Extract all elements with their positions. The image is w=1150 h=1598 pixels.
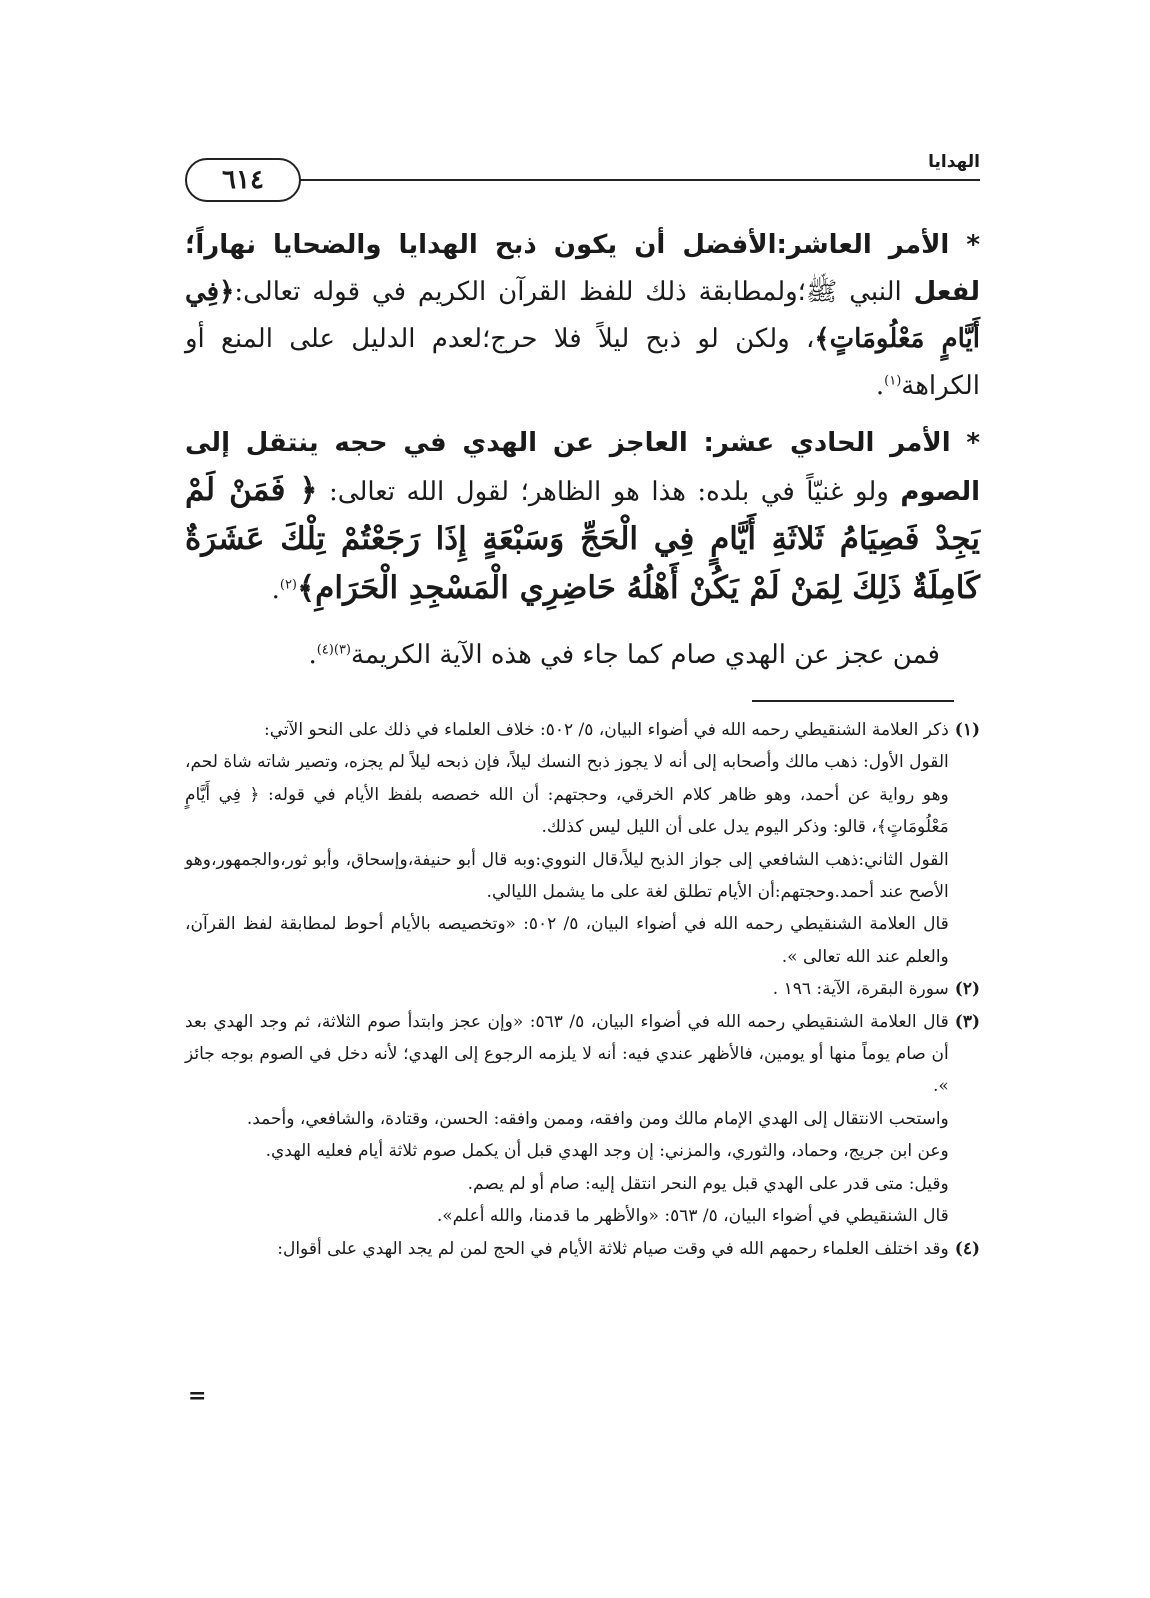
- footnote-number: (٤): [954, 1238, 980, 1259]
- paragraph-end: .: [875, 371, 885, 401]
- paragraph-text: النبي ﷺ؛ولمطابقة ذلك للفظ القرآن الكريم في قوله تعالى:: [234, 277, 902, 307]
- paragraph-text: ، ولكن لو ذبح ليلاً فلا حرج؛لعدم الدليل على المنع أو الكراهة: [185, 324, 980, 401]
- paragraph-tenth-matter: [185, 222, 980, 410]
- footnote-line: القول الأول: ذهب مالك وأصحابه إلى أنه لا يجوز ذبح النسك ليلاً، فإن ذبحه ليلاً لم يجزه، وتصير شاته شاة لحم، وهو رواية عن أحمد، وهو ظاهر كلام الخرقي، وحجتهم: أن الله خصصه بلفظ الأيام في قوله: ﴿ فِي أَيَّامٍ مَعْلُومَاتٍ﴾، قالو: وذكر اليوم يدل على أن الليل ليس كذلك.: [185, 752, 949, 838]
- running-title: الهدايا: [922, 152, 980, 172]
- closing-end: .: [308, 640, 317, 670]
- page-number: ٦١٤: [185, 158, 301, 202]
- footnote-line: وقد اختلف العلماء رحمهم الله في وقت صيام ثلاثة الأيام في الحج لمن لم يجد الهدي على أقوال:: [277, 1238, 949, 1259]
- footnote-line: وعن ابن جريج، وحماد، والثوري، والمزني: إن وجد الهدي قبل أن يكمل صوم ثلاثة أيام فعليه الهدي.: [265, 1141, 949, 1162]
- footnote-line: ذكر العلامة الشنقيطي رحمه الله في أضواء البيان، ٥/ ٥٠٢: خلاف العلماء في ذلك على النحو الآتي:: [264, 720, 949, 740]
- closing-text: فمن عجز عن الهدي صام كما جاء في هذه الآية الكريمة: [351, 640, 940, 670]
- footnote-ref: (١): [884, 373, 902, 389]
- quran-verse: ﴿فِي أَيَّامٍ مَعْلُومَاتٍ﴾: [185, 277, 980, 354]
- quran-verse: ﴿ فَمَنْ لَمْ يَجِدْ فَصِيَامُ ثَلاثَةِ أَيَّامٍ فِي الْحَجِّ وَسَبْعَةٍ إِذَا رَجَعْتُمْ تِلْكَ عَشَرَةٌ كَامِلَةٌ ذَلِكَ لِمَنْ لَمْ يَكُنْ أَهْلُهُ حَاضِرِي الْمَسْجِدِ الْحَرَامِ﴾: [185, 472, 980, 606]
- footnote-line: قال العلامة الشنقيطي رحمه الله في أضواء البيان، ٥/ ٥٠٢: «وتخصيصه بالأيام أحوط لمطابقة لفظ القرآن، والعلم عند الله تعالى ».: [185, 914, 949, 967]
- footnote-4: [185, 1233, 980, 1265]
- main-text: [185, 222, 980, 679]
- paragraph-lead: * الأمر العاشر:الأفضل أن يكون ذبح الهدايا والضحايا نهاراً؛لفعل: [185, 230, 981, 307]
- continuation-mark: =: [188, 1383, 207, 1409]
- footnote-ref: (٢): [279, 577, 297, 593]
- footnote-number: (٢): [954, 979, 980, 1000]
- paragraph-text: ولو غنيّاً في بلده: هذا هو الظاهر؛ لقول الله تعالى:: [317, 477, 889, 507]
- paragraph-eleventh-matter: [185, 420, 980, 614]
- footnote-3: [185, 1006, 980, 1233]
- footnote-line: قال العلامة الشنقيطي رحمه الله في أضواء البيان، ٥/ ٥٦٣: «وإن عجز وابتدأ صوم الثلاثة، ثم وجد الهدي بعد أن صام يوماً منها أو يومين، فالأظهر عندي فيه: أنه لا يلزمه الرجوع إلى الهدي؛ لأنه دخل في الصوم بوجه جائز ».: [185, 1011, 949, 1097]
- footnote-line: وقيل: متى قدر على الهدي قبل يوم النحر انتقل إليه: صام أو لم يصم.: [467, 1173, 949, 1194]
- paragraph-lead: * الأمر الحادي عشر: العاجز عن الهدي في حجه ينتقل إلى الصوم: [185, 428, 980, 507]
- footnote-ref: (٣)(٤): [316, 642, 351, 658]
- footnote-number: (١): [954, 720, 980, 740]
- header-rule: [185, 179, 980, 181]
- footnotes: [185, 714, 980, 1265]
- footnote-line: قال الشنقيطي في أضواء البيان، ٥/ ٥٦٣: «والأظهر ما قدمنا، والله أعلم».: [436, 1206, 949, 1227]
- footnote-2: [185, 973, 980, 1005]
- page-header: [185, 152, 980, 202]
- paragraph-end: .: [271, 575, 280, 605]
- footnote-1: [185, 714, 980, 973]
- footnote-separator: [752, 700, 954, 702]
- closing-line: [185, 632, 940, 679]
- footnote-line: واستحب الانتقال إلى الهدي الإمام مالك ومن وافقه، وممن وافقه: الحسن، وقتادة، والشافعي، وأحمد.: [246, 1108, 949, 1129]
- footnote-number: (٣): [954, 1011, 980, 1032]
- footnote-line: سورة البقرة، الآية: ١٩٦ .: [772, 979, 949, 1000]
- footnote-line: القول الثاني:ذهب الشافعي إلى جواز الذبح ليلاً،قال النووي:وبه قال أبو حنيفة،وإسحاق، وأبو ثور،والجمهور،وهو الأصح عند أحمد.وحجتهم:أن الأيام تطلق لغة على ما يشمل الليالي.: [185, 849, 949, 903]
